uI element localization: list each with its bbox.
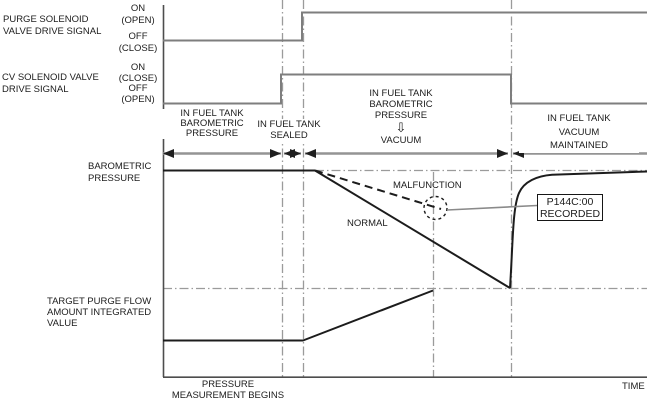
target-purge-axis-label: TARGET PURGE FLOW AMOUNT INTEGRATED VALUE: [47, 296, 152, 329]
cv-on-level-label: ON (CLOSE): [118, 62, 158, 84]
time-axis-label: TIME: [622, 381, 645, 392]
dtc-recorded-callout: P144C:00 RECORDED: [537, 194, 603, 221]
cv-signal-label: CV SOLENOID VALVE DRIVE SIGNAL: [2, 72, 99, 95]
cv-off-level-label: OFF (OPEN): [121, 83, 155, 105]
dtc-leader-line: [447, 206, 537, 211]
barometric-axis-label: BAROMETRIC PRESSURE: [88, 161, 152, 184]
axes: [163, 5, 647, 377]
target-purge-flow-trace: [163, 291, 433, 341]
phase-label-sealed: IN FUEL TANK SEALED: [249, 119, 329, 141]
phase-label-vacuum-maintained: IN FUEL TANK VACUUM MAINTAINED: [519, 112, 639, 153]
phase-label-vacuum-pulldown: IN FUEL TANK BAROMETRIC PRESSURE ⇩ VACUUM: [345, 88, 457, 146]
purge-solenoid-trace: [163, 13, 647, 41]
pressure-measurement-begins-label: PRESSURE MEASUREMENT BEGINS: [171, 379, 285, 401]
malfunction-highlight-circle: [424, 197, 447, 220]
purge-on-level-label: ON (OPEN): [121, 3, 155, 26]
purge-off-level-label: OFF (CLOSE): [118, 31, 158, 54]
purge-signal-label: PURGE SOLENOID VALVE DRIVE SIGNAL: [3, 14, 102, 38]
normal-recovery-trace: [510, 172, 647, 289]
malfunction-label: MALFUNCTION: [393, 180, 462, 191]
normal-label: NORMAL: [347, 218, 388, 229]
phase-label-barometric: IN FUEL TANK BAROMETRIC PRESSURE: [152, 109, 272, 139]
down-arrow-icon: ⇩: [395, 120, 407, 136]
